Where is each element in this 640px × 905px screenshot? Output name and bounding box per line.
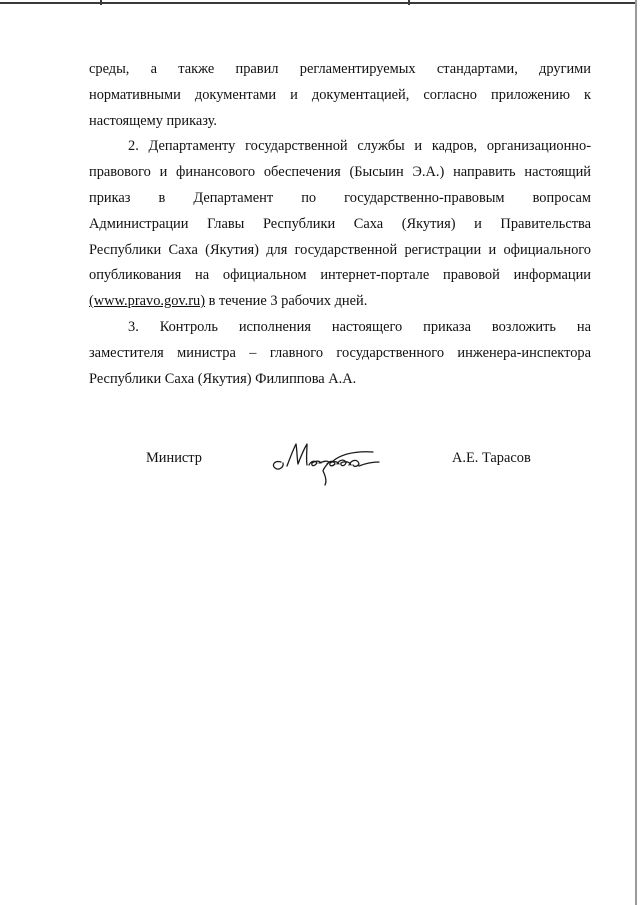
signature-block — [89, 440, 591, 490]
text-line: заместителя министра – главного государственного инженера-инспектора — [89, 344, 591, 361]
text-line — [89, 289, 591, 315]
pravo-portal-link[interactable]: (www.pravo.gov.ru) — [89, 293, 206, 310]
text-line: 2. Департаменту государственной службы и кадров, организационно- — [128, 138, 591, 155]
signatory-title: Министр — [146, 450, 202, 466]
text-line: опубликования на официальном интернет-портале правовой информации — [89, 267, 591, 284]
text-line: приказ в Департамент по государственно-правовым вопросам — [89, 189, 591, 206]
scan-border-top — [0, 2, 636, 4]
text-line: настоящему приказу. — [89, 112, 217, 129]
scan-tick-mark — [408, 0, 410, 5]
scan-border-right — [635, 0, 637, 905]
paragraph-item-2 — [89, 134, 591, 315]
text-line: среды, а также правил регламентируемых стандартами, другими — [89, 61, 591, 77]
scan-tick-mark — [100, 0, 102, 5]
text-line: 3. Контроль исполнения настоящего приказа возложить на — [128, 318, 591, 335]
paragraph-item-3 — [89, 315, 591, 392]
text-line: Республики Саха (Якутия) Филиппова А.А. — [89, 370, 357, 387]
text-line: Администрации Главы Республики Саха (Якутия) и Правительства — [89, 215, 591, 232]
text-line: правового и финансового обеспечения (Бысыин Э.А.) направить настоящий — [89, 164, 591, 181]
paragraph-continuation — [89, 57, 591, 134]
text-line: нормативными документами и документацией, согласно приложению к — [89, 86, 591, 103]
text-fragment: в течение 3 рабочих дней. — [205, 293, 368, 310]
handwritten-signature — [267, 440, 389, 486]
text-line: Республики Саха (Якутия) для государственной регистрации и официального — [89, 241, 591, 258]
document-body — [89, 57, 591, 392]
signatory-name: А.Е. Тарасов — [452, 450, 531, 466]
